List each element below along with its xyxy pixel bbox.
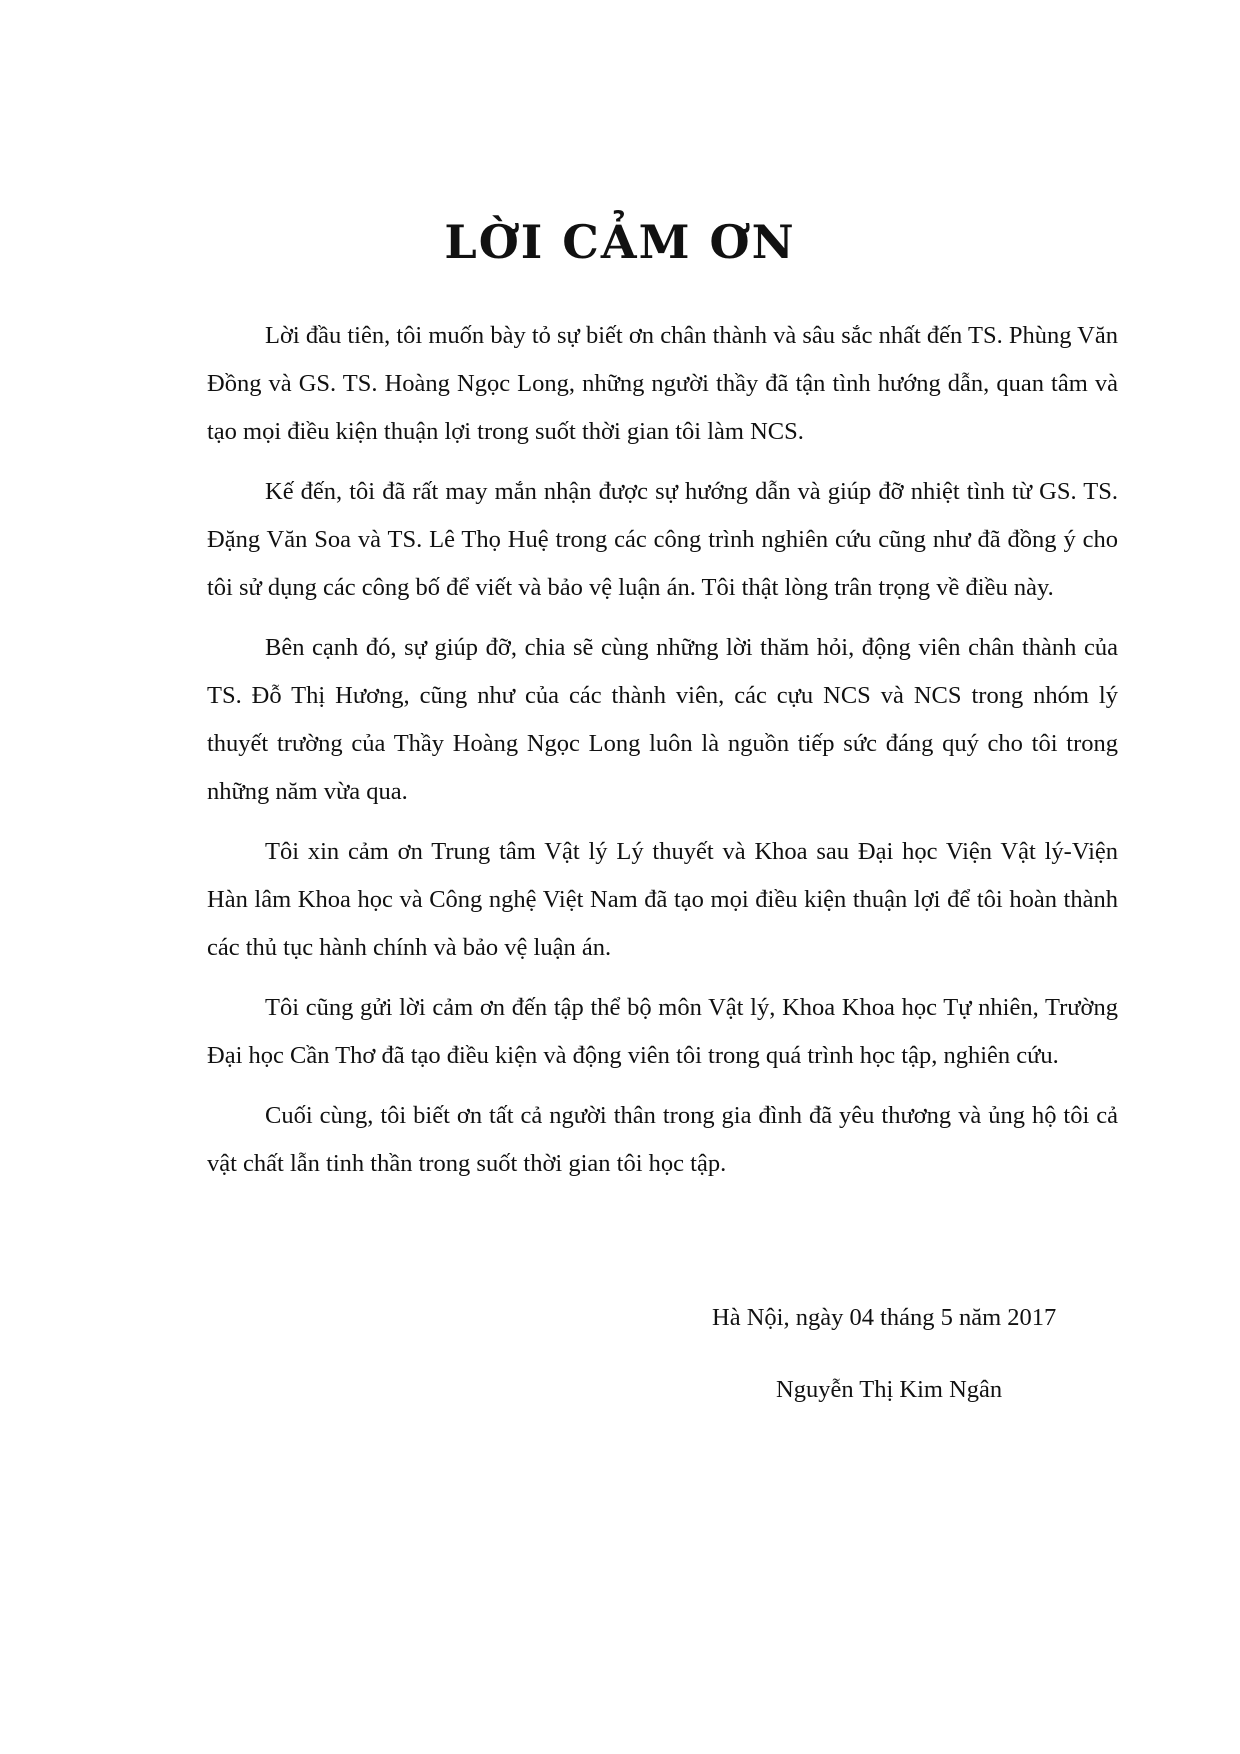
paragraph-5: Tôi cũng gửi lời cảm ơn đến tập thể bộ môn Vật lý, Khoa Khoa học Tự nhiên, Trường Đại học Cần Thơ đã tạo điều kiện và động viên tôi trong quá trình học tập, nghiên cứu.: [207, 994, 1118, 1069]
paragraph-2: Kế đến, tôi đã rất may mắn nhận được sự hướng dẫn và giúp đỡ nhiệt tình từ GS. TS. Đặng Văn Soa và TS. Lê Thọ Huệ trong các công trình nghiên cứu cũng như đã đồng ý cho tôi sử dụng các công bố để viết và bảo vệ luận án. Tôi thật lòng trân trọng về điều này.: [207, 478, 1118, 601]
signature-author: Nguyễn Thị Kim Ngân: [776, 1376, 1003, 1403]
signature-place-date: Hà Nội, ngày 04 tháng 5 năm 2017: [712, 1304, 1057, 1331]
paragraph-6: Cuối cùng, tôi biết ơn tất cả người thân trong gia đình đã yêu thương và ủng hộ tôi cả vật chất lẫn tinh thần trong suốt thời gian tôi học tập.: [207, 1102, 1118, 1177]
paragraph-3: Bên cạnh đó, sự giúp đỡ, chia sẽ cùng những lời thăm hỏi, động viên chân thành của TS. Đỗ Thị Hương, cũng như của các thành viên, các cựu NCS và NCS trong nhóm lý thuyết trường của Thầy Hoàng Ngọc Long luôn là nguồn tiếp sức đáng quý cho tôi trong những năm vừa qua.: [207, 634, 1118, 805]
page-title: LỜI CẢM ƠN: [444, 215, 796, 269]
paragraph-1: Lời đầu tiên, tôi muốn bày tỏ sự biết ơn chân thành và sâu sắc nhất đến TS. Phùng Văn Đồng và GS. TS. Hoàng Ngọc Long, những người thầy đã tận tình hướng dẫn, quan tâm và tạo mọi điều kiện thuận lợi trong suốt thời gian tôi làm NCS.: [207, 322, 1118, 445]
acknowledgement-body: [207, 312, 1118, 1200]
paragraph-4: Tôi xin cảm ơn Trung tâm Vật lý Lý thuyết và Khoa sau Đại học Viện Vật lý-Viện Hàn lâm Khoa học và Công nghệ Việt Nam đã tạo mọi điều kiện thuận lợi để tôi hoàn thành các thủ tục hành chính và bảo vệ luận án.: [207, 838, 1118, 961]
